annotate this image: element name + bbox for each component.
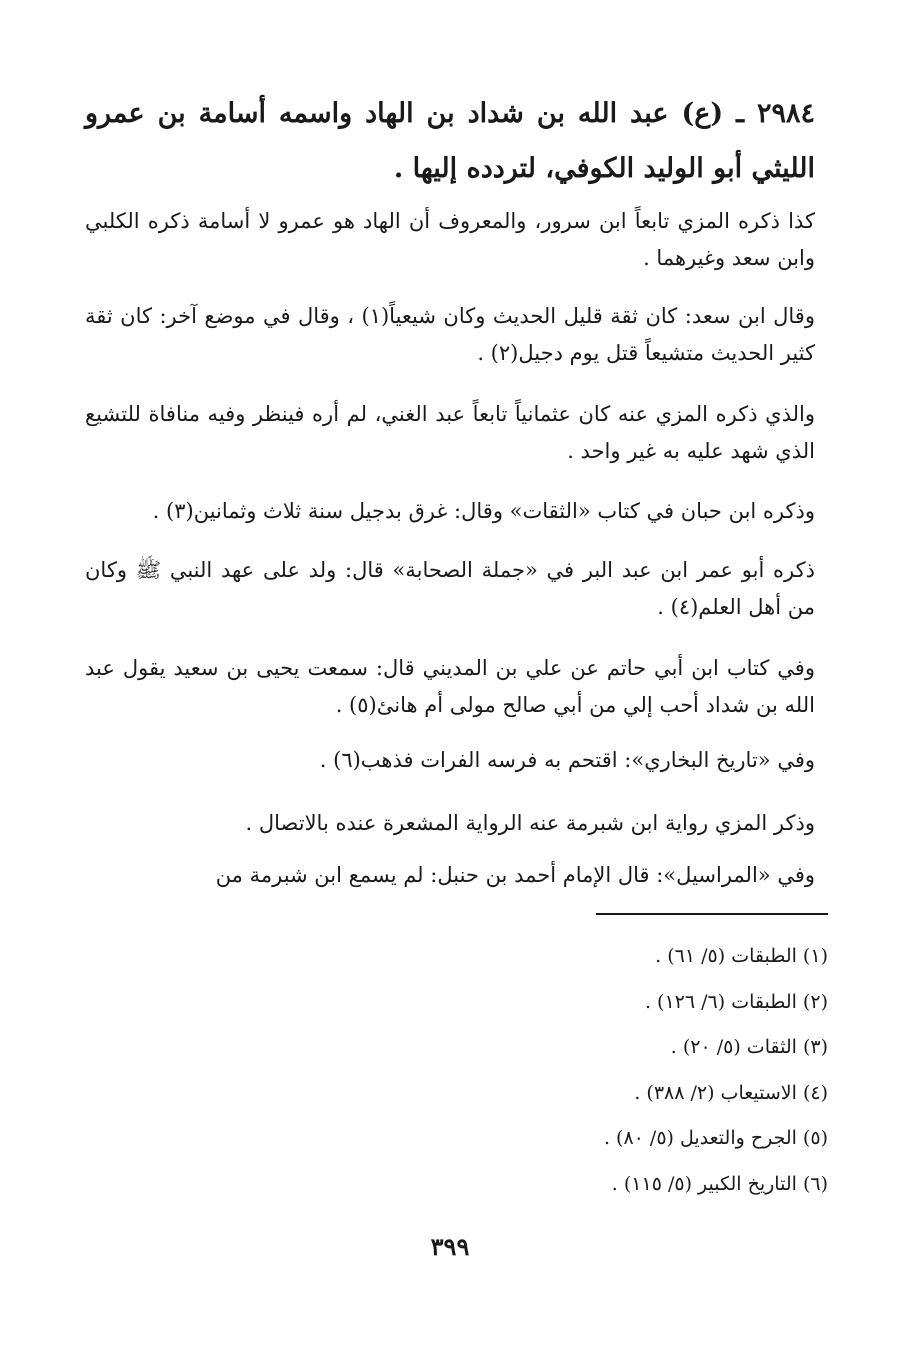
footnote: (٤) الاستيعاب (٢/ ٣٨٨) . [634,1081,828,1104]
paragraph: وفي «تاريخ البخاري»: اقتحم به فرسه الفرات فذهب(٦) . [319,748,815,772]
paragraph: وفي كتاب ابن أبي حاتم عن علي بن المديني قال: سمعت يحيى بن سعيد يقول عبد الله بن شداد أحب إلي من أبي صالح مولى أم هانئ(٥) . [85,656,815,717]
paragraph: وقال ابن سعد: كان ثقة قليل الحديث وكان شيعياً(١) ، وقال في موضع آخر: كان ثقة كثير الحديث متشيعاً قتل يوم دجيل(٢) . [85,304,815,365]
paragraph: وفي «المراسيل»: قال الإمام أحمد بن حنبل: لم يسمع ابن شبرمة من [215,863,815,887]
paragraph: ذكره أبو عمر ابن عبد البر في «جملة الصحابة» قال: ولد على عهد النبي ﷺ وكان من أهل العلم(٤) . [85,558,815,619]
paragraph: والذي ذكره المزي عنه كان عثمانياً تابعاً عبد الغني، لم أره فينظر وفيه منافاة للتشيع الذي شهد عليه به غير واحد . [85,402,815,463]
footnote-separator [596,913,828,915]
footnote: (٢) الطبقات (٦/ ١٢٦) . [644,990,828,1013]
footnote: (١) الطبقات (٥/ ٦١) . [655,945,828,967]
paragraph: كذا ذكره المزي تابعاً ابن سرور، والمعروف أن الهاد هو عمرو لا أسامة ذكره الكلبي وابن سعد وغيرهما . [85,209,815,270]
entry-heading: ٢٩٨٤ ـ (ع) عبد الله بن شداد بن الهاد واسمه أسامة بن عمرو الليثي أبو الوليد الكوفي، لتردده إليها . [85,98,815,184]
page-number: ٣٩٩ [430,1232,470,1261]
footnote: (٥) الجرح والتعديل (٥/ ٨٠) . [603,1127,828,1149]
paragraph: وذكر المزي رواية ابن شبرمة عنه الرواية المشعرة عنده بالاتصال . [245,811,815,835]
footnote: (٦) التاريخ الكبير (٥/ ١١٥) . [611,1172,828,1195]
paragraph: وذكره ابن حبان في كتاب «الثقات» وقال: غرق بدجيل سنة ثلاث وثمانين(٣) . [152,499,815,523]
footnotes [328,934,828,1207]
footnote: (٣) الثقات (٥/ ٢٠) . [670,1036,828,1058]
